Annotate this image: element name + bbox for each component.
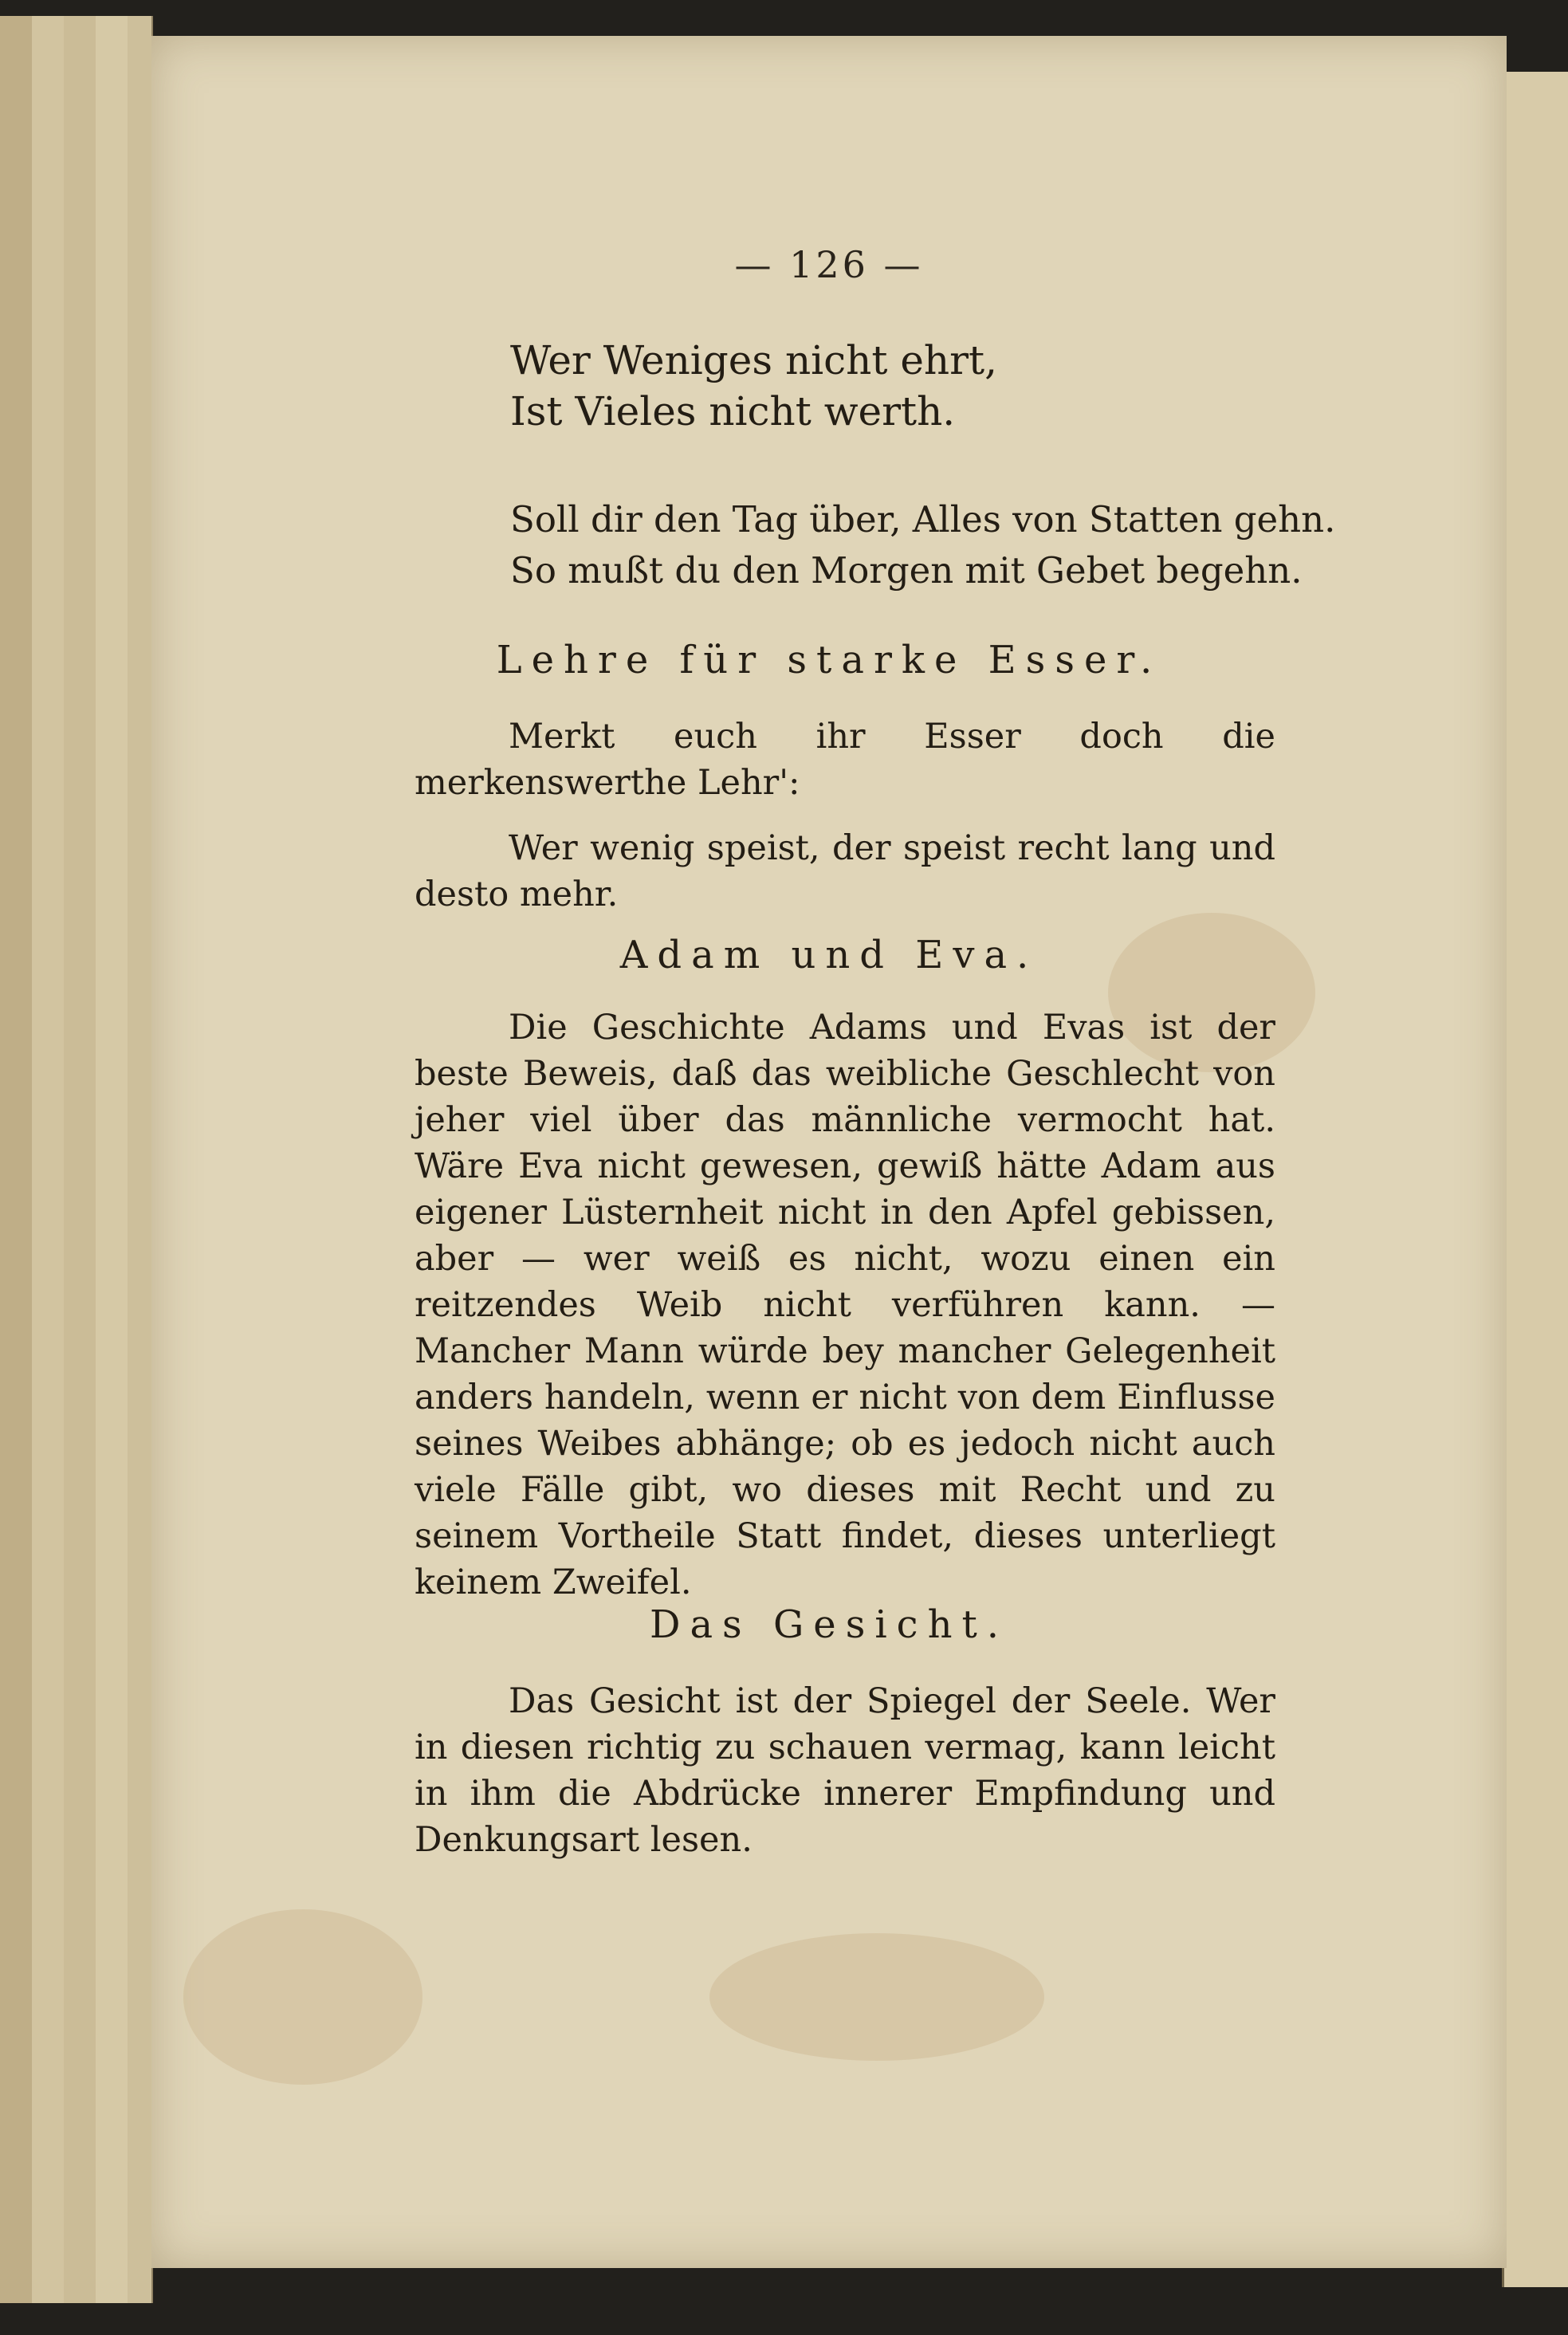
section-heading-lehre: Lehre für starke Esser. (496, 638, 1162, 682)
book-page (151, 36, 1507, 2268)
page-edge (96, 16, 129, 2303)
paper-stain (709, 1933, 1044, 2061)
section-heading-das-gesicht: Das Gesicht. (649, 1602, 1009, 1647)
verse-wer-weniges (510, 335, 997, 437)
verse-line: So mußt du den Morgen mit Gebet begehn. (510, 549, 1303, 592)
verse-line: Wer Weniges nicht ehrt, (510, 337, 998, 383)
paragraph-lehre-2: Wer wenig speist, der speist recht lang und desto mehr. (415, 828, 1275, 914)
page-edge (128, 16, 153, 2303)
page-edge (0, 16, 33, 2303)
page-number: — 126 — (734, 243, 924, 286)
verse-line: Ist Vieles nicht werth. (510, 388, 956, 434)
paragraph-lehre-1: Merkt euch ihr Esser doch die merkenswerthe Lehr': (415, 717, 1275, 803)
page-edge (64, 16, 97, 2303)
paper-stain (183, 1909, 422, 2085)
paragraph-adam-und-eva: Die Geschichte Adams und Evas ist der beste Beweis, daß das weibliche Geschlecht von jeher viel über das männliche vermocht hat. Wäre Eva nicht gewesen, gewiß hätte Adam aus eigener Lüsternheit nicht in den Apfel gebissen, aber — wer weiß es nicht, wozu einen ein reitzendes Weib nicht verführen kann. — Mancher Mann würde bey mancher Gelegenheit anders handeln, wenn er nicht von dem Einflusse seines Weibes abhänge; ob es jedoch nicht auch viele Fälle gibt, wo dieses mit Recht und zu seinem Vortheile Statt findet, dieses unterliegt keinem Zweifel. (415, 1008, 1275, 1602)
facing-page-edge (1502, 72, 1568, 2287)
page-edge (32, 16, 65, 2303)
verse-line: Soll dir den Tag über, Alles von Statten gehn. (510, 498, 1336, 541)
section-heading-adam-und-eva: Adam und Eva. (619, 933, 1039, 977)
verse-soll-dir (510, 494, 1335, 596)
paragraph-das-gesicht: Das Gesicht ist der Spiegel der Seele. Wer in diesen richtig zu schauen vermag, kann leicht in ihm die Abdrücke innerer Empfindung und Denkungsart lesen. (415, 1681, 1275, 1860)
